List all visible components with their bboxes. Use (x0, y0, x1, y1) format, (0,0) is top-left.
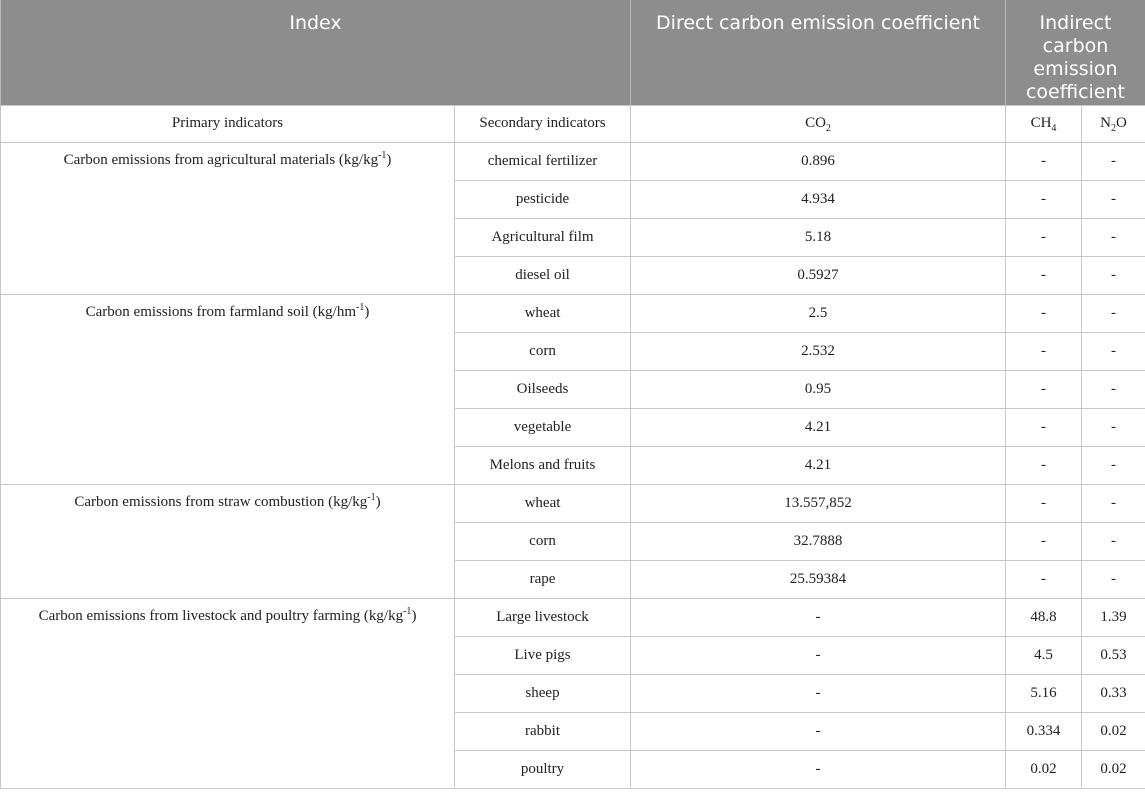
ch4-value-cell: - (1006, 218, 1082, 256)
ch4-value-cell: 0.02 (1006, 750, 1082, 788)
co2-value-cell: - (631, 712, 1006, 750)
n2o-value-cell: 0.33 (1082, 674, 1145, 712)
subheader-co2 (631, 105, 1006, 142)
secondary-indicator-cell: pesticide (455, 180, 631, 218)
n2o-value-cell: - (1082, 294, 1145, 332)
ch4-value-cell: 5.16 (1006, 674, 1082, 712)
n2o-value-cell: - (1082, 484, 1145, 522)
ch4-subscript: 4 (1051, 123, 1057, 134)
co2-value-cell: 4.21 (631, 446, 1006, 484)
co2-value-cell: 13.557,852 (631, 484, 1006, 522)
co2-value-cell: 4.21 (631, 408, 1006, 446)
primary-indicator-label: Carbon emissions from livestock and poultry farming (kg/kg (38, 607, 404, 624)
unit-superscript: -1 (403, 605, 412, 617)
n2o-value-cell: - (1082, 256, 1145, 294)
subheader-primary: Primary indicators (1, 105, 455, 142)
n2o-label-o: O (1116, 115, 1127, 131)
secondary-indicator-cell: sheep (455, 674, 631, 712)
secondary-indicator-cell: Melons and fruits (455, 446, 631, 484)
n2o-value-cell: 0.02 (1082, 750, 1145, 788)
n2o-subscript: 2 (1111, 123, 1116, 134)
ch4-value-cell: - (1006, 446, 1082, 484)
co2-value-cell: 4.934 (631, 180, 1006, 218)
n2o-value-cell: - (1082, 180, 1145, 218)
secondary-indicator-cell: diesel oil (455, 256, 631, 294)
primary-indicator-cell (1, 294, 455, 484)
unit-superscript: -1 (367, 491, 376, 503)
ch4-value-cell: - (1006, 408, 1082, 446)
n2o-value-cell: - (1082, 408, 1145, 446)
secondary-indicator-cell: chemical fertilizer (455, 142, 631, 180)
co2-value-cell: 0.95 (631, 370, 1006, 408)
unit-close: ) (375, 493, 381, 510)
co2-value-cell: - (631, 636, 1006, 674)
ch4-value-cell: - (1006, 180, 1082, 218)
table-row (1, 598, 1145, 636)
ch4-value-cell: - (1006, 142, 1082, 180)
unit-close: ) (386, 151, 392, 168)
co2-value-cell: 32.7888 (631, 522, 1006, 560)
header-direct-coefficient: Direct carbon emission coefficient (631, 0, 1006, 105)
n2o-value-cell: 1.39 (1082, 598, 1145, 636)
subheader-n2o (1082, 105, 1145, 142)
header-indirect-coefficient: Indirect carbon emission coefficient (1006, 0, 1145, 105)
ch4-label: CH (1030, 115, 1052, 131)
n2o-value-cell: 0.53 (1082, 636, 1145, 674)
n2o-label-n: N (1100, 115, 1111, 131)
co2-value-cell: 0.896 (631, 142, 1006, 180)
co2-value-cell: 2.532 (631, 332, 1006, 370)
unit-superscript: -1 (378, 149, 387, 161)
co2-value-cell: - (631, 598, 1006, 636)
unit-close: ) (364, 303, 370, 320)
ch4-value-cell: - (1006, 370, 1082, 408)
n2o-value-cell: - (1082, 522, 1145, 560)
ch4-value-cell: - (1006, 560, 1082, 598)
primary-indicator-label: Carbon emissions from straw combustion (kg/kg (74, 493, 368, 510)
ch4-value-cell: 0.334 (1006, 712, 1082, 750)
secondary-indicator-cell: poultry (455, 750, 631, 788)
table-body (1, 105, 1145, 788)
ch4-value-cell: - (1006, 294, 1082, 332)
primary-indicator-cell (1, 598, 455, 788)
subheader-row (1, 105, 1145, 142)
secondary-indicator-cell: corn (455, 522, 631, 560)
primary-indicator-cell (1, 142, 455, 294)
n2o-value-cell: - (1082, 370, 1145, 408)
secondary-indicator-cell: wheat (455, 484, 631, 522)
n2o-value-cell: - (1082, 446, 1145, 484)
unit-superscript: -1 (356, 301, 365, 313)
co2-label: CO (805, 115, 826, 131)
n2o-value-cell: - (1082, 142, 1145, 180)
subheader-secondary: Secondary indicators (455, 105, 631, 142)
table-row (1, 142, 1145, 180)
n2o-value-cell: 0.02 (1082, 712, 1145, 750)
header-row (1, 0, 1145, 105)
co2-subscript: 2 (825, 123, 831, 134)
co2-value-cell: 0.5927 (631, 256, 1006, 294)
ch4-value-cell: - (1006, 522, 1082, 560)
ch4-value-cell: 48.8 (1006, 598, 1082, 636)
secondary-indicator-cell: rabbit (455, 712, 631, 750)
ch4-value-cell: - (1006, 332, 1082, 370)
header-index: Index (1, 0, 631, 105)
n2o-value-cell: - (1082, 332, 1145, 370)
ch4-value-cell: - (1006, 256, 1082, 294)
primary-indicator-label: Carbon emissions from farmland soil (kg/hm (85, 303, 357, 320)
secondary-indicator-cell: rape (455, 560, 631, 598)
secondary-indicator-cell: Large livestock (455, 598, 631, 636)
secondary-indicator-cell: wheat (455, 294, 631, 332)
table-row (1, 294, 1145, 332)
secondary-indicator-cell: vegetable (455, 408, 631, 446)
co2-value-cell: - (631, 674, 1006, 712)
primary-indicator-label: Carbon emissions from agricultural materials (kg/kg (63, 151, 379, 168)
subheader-ch4 (1006, 105, 1082, 142)
ch4-value-cell: 4.5 (1006, 636, 1082, 674)
table-row (1, 484, 1145, 522)
secondary-indicator-cell: Oilseeds (455, 370, 631, 408)
ch4-value-cell: - (1006, 484, 1082, 522)
primary-indicator-cell (1, 484, 455, 598)
co2-value-cell: 5.18 (631, 218, 1006, 256)
n2o-value-cell: - (1082, 218, 1145, 256)
co2-value-cell: - (631, 750, 1006, 788)
secondary-indicator-cell: Live pigs (455, 636, 631, 674)
n2o-value-cell: - (1082, 560, 1145, 598)
co2-value-cell: 25.59384 (631, 560, 1006, 598)
co2-value-cell: 2.5 (631, 294, 1006, 332)
unit-close: ) (411, 607, 417, 624)
secondary-indicator-cell: corn (455, 332, 631, 370)
secondary-indicator-cell: Agricultural film (455, 218, 631, 256)
